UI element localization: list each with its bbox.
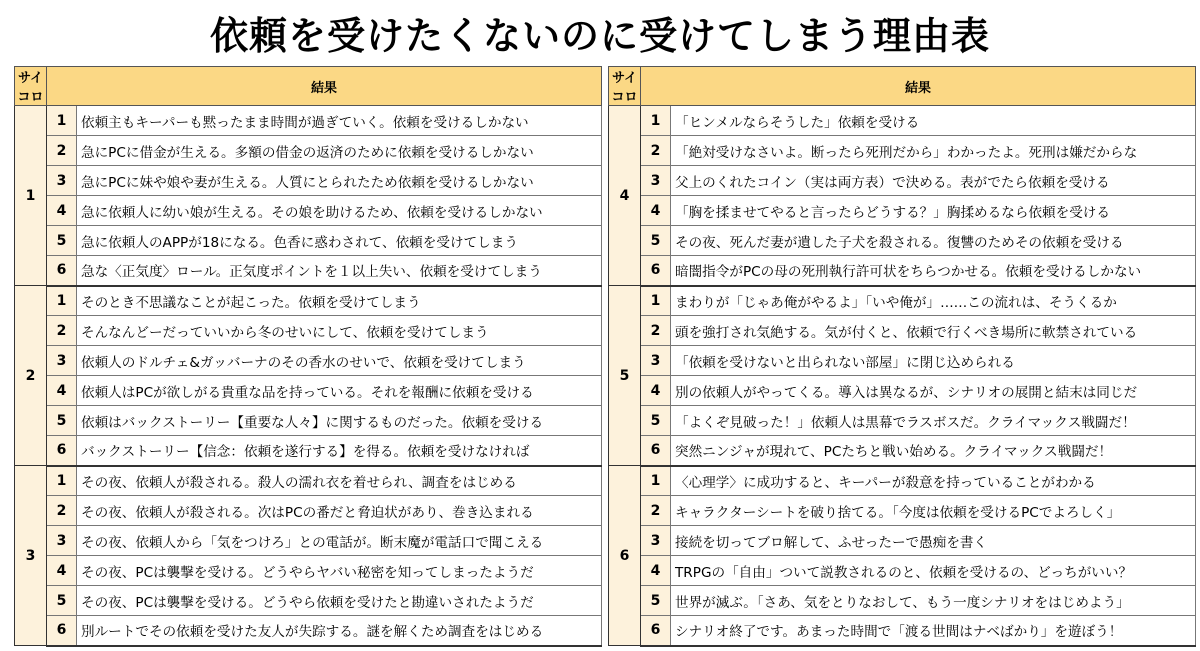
result-cell: 頭を強打され気絶する。気が付くと、依頼で行くべき場所に軟禁されている — [671, 316, 1196, 346]
row-number-cell: 4 — [47, 376, 77, 406]
result-cell: 〈心理学〉に成功すると、キーパーが殺意を持っていることがわかる — [671, 466, 1196, 496]
row-number-cell: 6 — [47, 256, 77, 286]
row-number-cell: 5 — [641, 226, 671, 256]
table-row — [15, 166, 602, 196]
left-table-body — [15, 106, 602, 646]
row-number-cell: 4 — [641, 556, 671, 586]
result-cell: 「胸を揉ませてやると言ったらどうする？」胸揉めるなら依頼を受ける — [671, 196, 1196, 226]
result-cell: 急に依頼人のAPPが18になる。色香に惑わされて、依頼を受けてしまう — [77, 226, 602, 256]
group-die-cell: 2 — [15, 286, 47, 466]
row-number-cell: 3 — [641, 526, 671, 556]
result-cell: 「ヒンメルならそうした」依頼を受ける — [671, 106, 1196, 136]
table-row — [609, 226, 1196, 256]
table-row — [609, 496, 1196, 526]
result-cell: 「絶対受けなさいよ。断ったら死刑だから」わかったよ。死刑は嫌だからな — [671, 136, 1196, 166]
table-row — [15, 376, 602, 406]
row-number-cell: 3 — [47, 166, 77, 196]
row-number-cell: 6 — [641, 616, 671, 646]
row-number-cell: 6 — [47, 616, 77, 646]
table-row — [15, 586, 602, 616]
table-row — [15, 616, 602, 646]
table-row — [15, 346, 602, 376]
result-cell: その夜、死んだ妻が遺した子犬を殺される。復讐のためその依頼を受ける — [671, 226, 1196, 256]
dice-header: サイコロ — [609, 67, 641, 106]
row-number-cell: 1 — [641, 286, 671, 316]
result-cell: 急にPCに借金が生える。多額の借金の返済のために依頼を受けるしかない — [77, 136, 602, 166]
row-number-cell: 1 — [47, 466, 77, 496]
row-number-cell: 5 — [47, 226, 77, 256]
table-row — [15, 226, 602, 256]
group-die-cell: 6 — [609, 466, 641, 646]
result-cell: 依頼人はPCが欲しがる貴重な品を持っている。それを報酬に依頼を受ける — [77, 376, 602, 406]
result-cell: 突然ニンジャが現れて、PCたちと戦い始める。クライマックス戦闘だ！ — [671, 436, 1196, 466]
table-row — [609, 376, 1196, 406]
table-row — [609, 106, 1196, 136]
result-cell: まわりが「じゃあ俺がやるよ」「いや俺が」……この流れは、そうくるか — [671, 286, 1196, 316]
row-number-cell: 5 — [641, 406, 671, 436]
row-number-cell: 2 — [641, 496, 671, 526]
result-cell: 世界が滅ぶ。「さあ、気をとりなおして、もう一度シナリオをはじめよう」 — [671, 586, 1196, 616]
result-cell: TRPGの「自由」ついて説教されるのと、依頼を受けるの、どっちがいい？ — [671, 556, 1196, 586]
table-row — [15, 316, 602, 346]
table-row — [609, 316, 1196, 346]
result-cell: 急に依頼人に幼い娘が生える。その娘を助けるため、依頼を受けるしかない — [77, 196, 602, 226]
row-number-cell: 4 — [47, 556, 77, 586]
result-cell: 別ルートでその依頼を受けた友人が失踪する。謎を解くため調査をはじめる — [77, 616, 602, 646]
result-header: 結果 — [47, 67, 602, 106]
row-number-cell: 2 — [47, 496, 77, 526]
result-header: 結果 — [641, 67, 1196, 106]
row-number-cell: 6 — [641, 436, 671, 466]
row-number-cell: 3 — [47, 346, 77, 376]
row-number-cell: 3 — [641, 346, 671, 376]
row-number-cell: 3 — [641, 166, 671, 196]
table-row — [609, 196, 1196, 226]
group-die-cell: 1 — [15, 106, 47, 286]
result-cell: そのとき不思議なことが起こった。依頼を受けてしまう — [77, 286, 602, 316]
table-row — [15, 496, 602, 526]
table-row — [15, 106, 602, 136]
result-cell: 暗闇指令がPCの母の死刑執行許可状をちらつかせる。依頼を受けるしかない — [671, 256, 1196, 286]
right-table — [608, 66, 1196, 647]
table-row — [15, 136, 602, 166]
table-row — [15, 526, 602, 556]
row-number-cell: 6 — [47, 436, 77, 466]
row-number-cell: 4 — [641, 376, 671, 406]
table-row — [15, 436, 602, 466]
table-row — [15, 196, 602, 226]
result-cell: その夜、PCは襲撃を受ける。どうやら依頼を受けたと勘違いされたようだ — [77, 586, 602, 616]
table-row — [609, 526, 1196, 556]
result-cell: その夜、依頼人が殺される。次はPCの番だと脅迫状があり、巻き込まれる — [77, 496, 602, 526]
row-number-cell: 3 — [47, 526, 77, 556]
group-die-cell: 4 — [609, 106, 641, 286]
row-number-cell: 4 — [47, 196, 77, 226]
row-number-cell: 2 — [47, 136, 77, 166]
result-cell: 依頼人のドルチェ&ガッバーナのその香水のせいで、依頼を受けてしまう — [77, 346, 602, 376]
result-cell: 別の依頼人がやってくる。導入は異なるが、シナリオの展開と結末は同じだ — [671, 376, 1196, 406]
table-row — [609, 466, 1196, 496]
left-table — [14, 66, 602, 647]
table-row — [609, 286, 1196, 316]
row-number-cell: 2 — [641, 316, 671, 346]
row-number-cell: 5 — [47, 586, 77, 616]
table-row — [609, 136, 1196, 166]
table-row — [609, 436, 1196, 466]
result-cell: 急な〈正気度〉ロール。正気度ポイントを１以上失い、依頼を受けてしまう — [77, 256, 602, 286]
result-cell: 接続を切ってブロ解して、ふせったーで愚痴を書く — [671, 526, 1196, 556]
row-number-cell: 4 — [641, 196, 671, 226]
result-cell: その夜、依頼人から「気をつけろ」との電話が。断末魔が電話口で聞こえる — [77, 526, 602, 556]
group-die-cell: 5 — [609, 286, 641, 466]
row-number-cell: 5 — [641, 586, 671, 616]
table-row — [609, 166, 1196, 196]
dice-header: サイコロ — [15, 67, 47, 106]
row-number-cell: 2 — [641, 136, 671, 166]
table-row — [609, 346, 1196, 376]
row-number-cell: 1 — [641, 106, 671, 136]
result-cell: その夜、PCは襲撃を受ける。どうやらヤバい秘密を知ってしまったようだ — [77, 556, 602, 586]
row-number-cell: 6 — [641, 256, 671, 286]
table-row — [15, 286, 602, 316]
result-cell: 父上のくれたコイン（実は両方表）で決める。表がでたら依頼を受ける — [671, 166, 1196, 196]
result-cell: そんなんどーだっていいから冬のせいにして、依頼を受けてしまう — [77, 316, 602, 346]
result-cell: 「依頼を受けないと出られない部屋」に閉じ込められる — [671, 346, 1196, 376]
result-cell: その夜、依頼人が殺される。殺人の濡れ衣を着せられ、調査をはじめる — [77, 466, 602, 496]
result-cell: 急にPCに妹や娘や妻が生える。人質にとられたため依頼を受けるしかない — [77, 166, 602, 196]
row-number-cell: 1 — [47, 106, 77, 136]
group-die-cell: 3 — [15, 466, 47, 646]
table-row — [15, 556, 602, 586]
result-cell: 依頼主もキーパーも黙ったまま時間が過ぎていく。依頼を受けるしかない — [77, 106, 602, 136]
table-row — [609, 556, 1196, 586]
row-number-cell: 5 — [47, 406, 77, 436]
table-row — [609, 586, 1196, 616]
result-cell: 依頼はバックストーリー【重要な人々】に関するものだった。依頼を受ける — [77, 406, 602, 436]
table-row — [15, 256, 602, 286]
table-row — [15, 406, 602, 436]
table-row — [609, 406, 1196, 436]
result-cell: 「よくぞ見破った！」依頼人は黒幕でラスボスだ。クライマックス戦闘だ！ — [671, 406, 1196, 436]
row-number-cell: 2 — [47, 316, 77, 346]
table-row — [609, 616, 1196, 646]
page-title: 依頼を受けたくないのに受けてしまう理由表 — [209, 14, 990, 58]
result-cell: バックストーリー【信念：依頼を遂行する】を得る。依頼を受けなければ — [77, 436, 602, 466]
result-cell: キャラクターシートを破り捨てる。「今度は依頼を受けるPCでよろしく」 — [671, 496, 1196, 526]
table-row — [609, 256, 1196, 286]
row-number-cell: 1 — [641, 466, 671, 496]
row-number-cell: 1 — [47, 286, 77, 316]
table-row — [15, 466, 602, 496]
right-table-body — [609, 106, 1196, 646]
result-cell: シナリオ終了です。あまった時間で「渡る世間はナベばかり」を遊ぼう！ — [671, 616, 1196, 646]
